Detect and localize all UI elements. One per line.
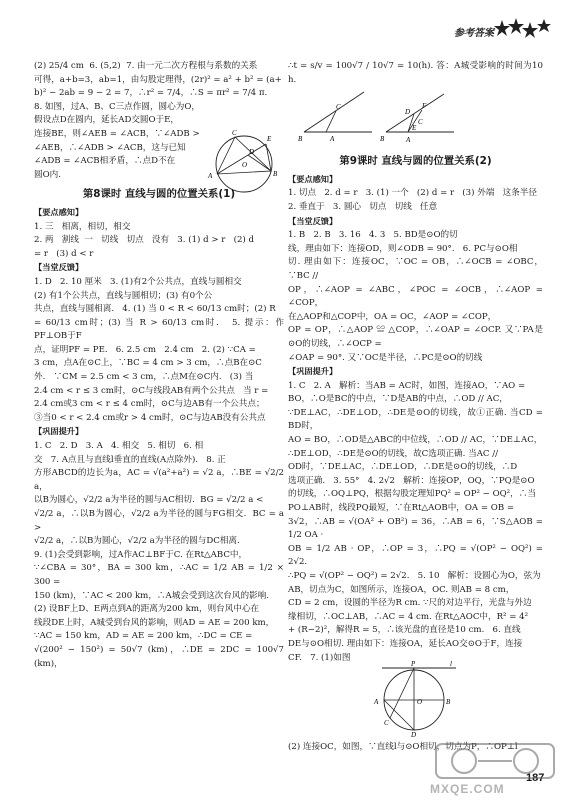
consolidation-line: BO，∴O是BC的中点，∵D是AB的中点，∴OD // AC， (288, 394, 508, 405)
feedback-line: 切. 理由如下：连接OC，∵OC = OB，∴∠OCB = ∠OBC，∵BC // (288, 257, 543, 281)
key-points-line: 1. 三 相离，相切，相交 (34, 221, 131, 232)
answer-stamp-icon (430, 742, 560, 782)
left-intro-line: 8. 如图，过A、B、C三点作圆，圆心为O， (34, 101, 200, 112)
svg-text:P: P (411, 660, 416, 668)
consolidation-line: ∵∠CBA = 30°，BA = 300 km，∴AC = 1/2 AB = 1/2 × 300 = (34, 563, 287, 587)
svg-text:C: C (384, 719, 389, 727)
feedback-line: 共点，直线与圆相离. 4. (1) 当 0 < R < 60/13 cm时；(2) R (34, 304, 276, 315)
svg-text:A: A (330, 135, 335, 143)
key-points-line: 1. 切点 2. d = r 3. (1) 一个 (2) d = r (3) 外端 这条半径 (288, 188, 537, 199)
left-intro-line: ∠AEB，∴∠ADB > ∠ACB，这与已知 (34, 142, 186, 153)
svg-text:C: C (232, 129, 237, 137)
consolidation-line: 方形ABCD的边长为a，AC = √(a²+a²) = √2 a，∴BE = √2/2 a， (34, 468, 287, 492)
left-intro-line: 假设点D在圆内，延长AD交圆O于E， (34, 115, 180, 126)
svg-text:D: D (411, 731, 417, 738)
consolidation-line: (2) 设BF上D、E两点到A的距离为200 km，则台风中心在 (34, 604, 260, 615)
consolidation-line: OD时，∵DE⊥AC，∴DE⊥OD，∴DE是⊙O的切线，∴D (288, 462, 518, 473)
feedback-line: 3 cm，点A在⊙C上，∵BC = 4 cm > 3 cm，∴点B在⊙C (34, 358, 262, 369)
feedback-line: 2.4 cm或3 cm < r ≤ 4 cm时，⊙C与边AB有一个公共点； (34, 399, 265, 410)
right-column (288, 60, 546, 755)
consolidation-line: 交 7. A点且与直线l垂直的直线(A点除外). 8. 正 (34, 454, 226, 465)
feedback-line: 在△AOP和△COP中，OA = OC，∠AOP = ∠COP， (288, 311, 497, 322)
consolidation-line: 1. C 2. D 3. A 4. 相交 5. 相切 6. 相 (34, 441, 204, 452)
svg-text:B: B (446, 698, 451, 706)
angle-diagram-left (296, 86, 376, 146)
feedback-heading: 【当堂反馈】 (288, 215, 338, 226)
feedback-line: 外. ∵CM = 2.5 cm < 3 cm，∴点M在⊙C内. (3) 当 (34, 372, 254, 383)
key-points-line: 2. 两 割线 一 切线 切点 没有 3. (1) d > r (2) d (34, 235, 255, 246)
svg-text:O: O (417, 698, 423, 706)
consolidation-line: 缘相切，∴OC⊥AB，∴AC = 4 cm. 在Rt△AOC中，R² = 4² (288, 611, 529, 622)
consolidation-line: 以B为圆心，√2/2 a为半径的圆与AC相切. BG = √2/2 a < (34, 495, 264, 506)
svg-text:E: E (412, 124, 417, 132)
consolidation-line: 线段DE上时，A城受到台风的影响，则AD = AE = 200 km， (34, 617, 275, 628)
consolidation-line: 选项正确. 3. 55° 4. 2√2 解析：连接OP，OQ，∵PQ是⊙O (288, 475, 535, 486)
consolidation-tail: (2) 连接OC，如图，∵直线l与⊙O相切，切点为P，∴OP⊥l (288, 742, 518, 753)
watermark (430, 742, 560, 802)
key-points-line: 2. 垂直于 3. 圆心 切点 切线 任意 (288, 201, 438, 212)
header-title: 参考答案 (454, 28, 494, 39)
consolidation-line: 3√2，∴AB = √(OA² + OB²) = 36，∴AB = 6，∵S△AOB = 1/2 OA · (288, 516, 546, 541)
tangent-circle-diagram (366, 660, 462, 738)
svg-text:C: C (418, 118, 423, 126)
consolidation-line: √2/2 a，∴以B为圆心，√2/2 a为半径的圆与FG相交. BC = a > (34, 509, 287, 533)
feedback-line: ∠OAP = 90°. 又∵OC是半径，∴PC是⊙O的切线 (288, 352, 483, 363)
left-intro-line: 可得，a+b=3，ab=1，由勾股定理得，(2r)² = a² + b² = (a+ (34, 74, 282, 85)
stars-decoration-icon (494, 16, 552, 46)
svg-text:D: D (249, 148, 255, 156)
feedback-line: 1. B 2. B 3. 16 4. 3 5. BD是⊙O的切 (288, 230, 458, 241)
consolidation-line: ∵AC = 150 km，AD = AE = 200 km，∴DC = CE = (34, 631, 253, 642)
svg-text:E: E (267, 135, 272, 143)
lesson-9-title: 第9课时 直线与圆的位置关系(2) (339, 155, 492, 168)
left-intro-line: (2) 25/4 cm 6. (5,2) 7. 由一元二次方程根与系数的关系 (34, 61, 258, 71)
svg-text:B: B (298, 135, 303, 143)
svg-text:F: F (422, 102, 427, 110)
consolidation-line: PO⊥AB时，线段PQ最短，∵在Rt△AOB中，OA = OB = (288, 503, 515, 514)
left-intro-line: ∠ADB = ∠ACB相矛盾，∴点D不在 (34, 156, 176, 167)
key-points-line: = r (3) d < r (34, 248, 94, 259)
svg-text:D: D (405, 108, 411, 116)
feedback-line: 线，理由如下：连接OD，则∠ODB = 90°. 6. PC与⊙O相 (288, 243, 518, 254)
consolidation-line: ∵DE⊥AC，∴DE⊥OD，∴DE是⊙O的切线，故①正确. 当CD = BD时， (288, 407, 546, 432)
feedback-line: (2) 有1个公共点，直线与圆相切；(3) 有0个公 (34, 290, 213, 301)
key-points-heading: 【要点感知】 (34, 206, 84, 217)
svg-text:A: A (208, 172, 213, 180)
consolidation-heading: 【巩固提升】 (288, 366, 338, 377)
lesson-8-title: 第8课时 直线与圆的位置关系(1) (82, 188, 236, 201)
consolidation-line: 的切线，∴OQ⊥PQ，根据勾股定理知PQ² = OP² − OQ²，∴当 (288, 489, 536, 500)
svg-text:l: l (450, 660, 452, 668)
feedback-line: OP，∴∠AOP = ∠ABC，∠POC = ∠OCB，∴∠AOP = ∠COP， (288, 284, 546, 309)
feedback-line: OP = OP，∴△AOP ≌ △COP，∴∠OAP = ∠OCP. 又∵PA是⊙O的切线，∴∠OCP = (288, 325, 543, 349)
svg-text:A: A (406, 136, 411, 144)
svg-text:A: A (374, 698, 379, 706)
consolidation-line: √(200² − 150²) = 50√7 (km)，∴DE = 2DC = 100√7 (km)， (34, 644, 287, 669)
left-intro-line: 连接BE，则∠AEB = ∠ACB，∵∠ADB > (34, 128, 200, 139)
svg-text:O: O (242, 161, 248, 169)
consolidation-heading: 【巩固提升】 (34, 426, 84, 437)
circle-abc-diagram (204, 128, 284, 198)
svg-text:B: B (380, 135, 385, 143)
feedback-line: = 60/13 cm时；(3) 当 R > 60/13 cm时. 5. 提示：作PF⊥OB于F (34, 317, 284, 342)
consolidation-line: ∴PQ = √(OP² − OQ²) = 2√2. 5. 10 解析：设圆心为O，弦为 (288, 571, 541, 581)
feedback-heading: 【当堂反馈】 (34, 262, 84, 273)
consolidation-line: AO = BO，∴OD是△ABC的中位线，∴OD // AC，∵DE⊥AC， (288, 435, 543, 446)
svg-text:C: C (336, 103, 341, 111)
page-number: 187 (526, 772, 545, 784)
angle-diagram-right (378, 86, 458, 146)
feedback-line: 2.4 cm < r ≤ 3 cm时，⊙C与线段AB有两个公共点 当 r = (34, 385, 269, 396)
feedback-line: 1. D 2. 10 厘米 3. (1)有2个公共点，直线与圆相交 (34, 276, 242, 287)
consolidation-line: CD = 2 cm，设圆的半径为R cm. ∵尺的对边平行，光盘与外边 (288, 598, 532, 609)
consolidation-line: + (R−2)²，解得R = 5，∴该光盘的直径是10 cm. 6. 直线 (288, 625, 521, 636)
consolidation-line: CF. 7. (1)如图 (288, 652, 351, 663)
left-intro-line: b)² − 2ab = 9 − 2 = 7，∴r² = 7/4，∴S = πr² = 7/4 π. (34, 88, 268, 99)
consolidation-line: AB，切点为C，如图所示，连接OA，OC. 则AB = 8 cm， (288, 584, 515, 595)
consolidation-line: 9. (1)会受到影响，过A作AC⊥BF于C. 在Rt△ABC中， (34, 549, 248, 560)
consolidation-line: 1. C 2. A 解析：当AB = AC时，如图，连接AO，∵AO = (288, 380, 526, 391)
consolidation-line: DE与⊙O相切. 理由如下：连接OA，延长AO交⊙O于F，连接 (288, 638, 523, 649)
watermark-text: MXQE.COM (430, 782, 505, 796)
key-points-heading: 【要点感知】 (288, 173, 338, 184)
feedback-line: ③当0 < r < 2.4 cm或r > 4 cm时，⊙C与边AB没有公共点 (34, 412, 266, 423)
feedback-line: 点，证明PF = PE. 6. 2.5 cm 2.4 cm 2. (2) ∵CA = (34, 344, 256, 355)
left-intro-line: 圆O内. (34, 169, 61, 180)
right-intro-line: ∴t = s/v = 100√7 / 10√7 = 10(h). 答：A城受影响的时间为10 h. (288, 61, 546, 85)
consolidation-line: OB = 1/2 AB · OP，∴OP = 3，∴PQ = √(OP² − OQ²) = 2√2. (288, 543, 546, 568)
consolidation-line: ∴DE⊥OD，∴DE是⊙O的切线，故C选项正确. 当AC // (288, 448, 498, 459)
svg-text:B: B (273, 170, 278, 178)
page-header (0, 0, 563, 52)
consolidation-line: √2/2 a，∴以B为圆心，√2/2 a为半径的圆与DC相离. (34, 536, 240, 547)
consolidation-line: 150 (km)，∵AC < 200 km，∴A城会受到这次台风的影响. (34, 590, 269, 601)
